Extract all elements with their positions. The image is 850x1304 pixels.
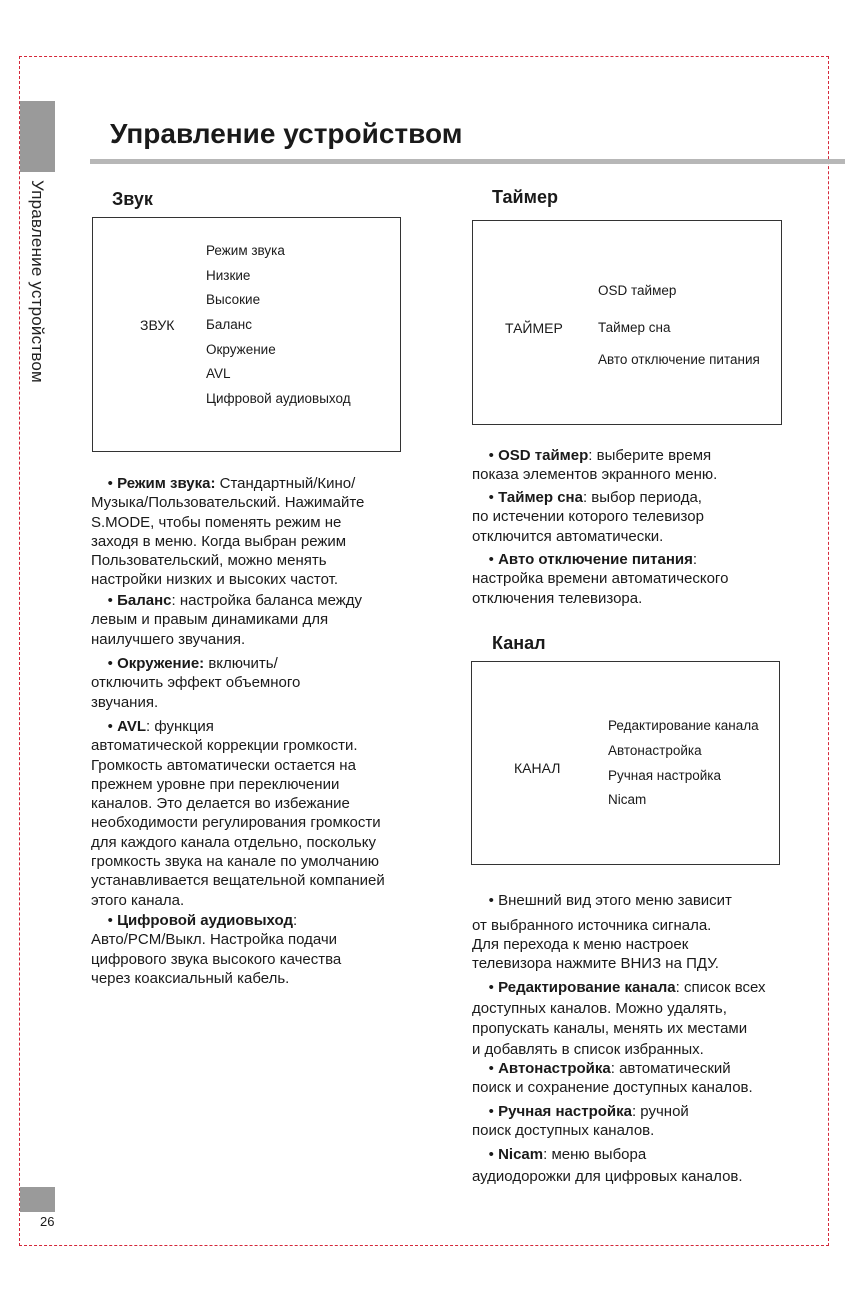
channel-paragraph-edit: • Редактирование канала: список всех доступных каналов. Можно удалять, пропускать каналы, менять их местами и добавлять в список избранных. [472,979,766,1058]
sound-paragraph-balance: • Баланс: настройка баланса между левым и правым динамиками для наилучшего звучания. [91,592,363,648]
timer-heading: Таймер [492,187,558,207]
line: аудиодорожки для цифровых каналов. [472,1168,743,1185]
line: отключить эффект объемного [91,674,301,692]
line: заходя в меню. Когда выбран режим [91,532,347,550]
line: : выберите время [588,447,712,464]
term: Баланс [117,592,172,609]
line: : автоматический [610,1060,731,1077]
line: телевизора нажмите ВНИЗ на ПДУ. [472,955,719,972]
line: наилучшего звучания. [91,630,246,648]
line: от выбранного источника сигнала. [472,917,712,934]
term: Таймер сна [498,489,583,506]
line: : выбор периода, [582,489,702,506]
line: S.MODE, чтобы поменять режим не [91,513,342,531]
line: отключения телевизора. [472,589,643,607]
timer-menu-box [472,220,782,425]
line: прежнем уровне при переключении [91,775,340,793]
line: отключится автоматически. [472,527,664,545]
timer-menu-name: ТАЙМЕР [505,320,563,336]
line: и добавлять в список избранных. [472,1040,704,1058]
line: громкость звука на канале по умолчанию [91,853,380,871]
line: показа элементов экранного меню. [472,466,718,484]
line: поиск доступных каналов. [472,1122,655,1140]
line: включить/ [204,655,278,672]
channel-menu-item: Редактирование канала [608,718,759,733]
line: устанавливается вещательной компанией [91,872,385,890]
channel-menu-box [471,661,780,865]
line: Громкость автоматически остается на [91,756,356,774]
line: пропускать каналы, менять их местами [472,1020,748,1037]
sound-menu-item: Низкие [206,268,251,283]
line: для каждого канала отдельно, поскольку [91,833,376,851]
line: Стандартный/Кино/ [215,475,356,492]
line: Для перехода к меню настроек [472,936,689,953]
sound-paragraph-digital-out: • Цифровой аудиовыход: Авто/PCM/Выкл. Настройка подачи цифрового звука высокого качества через коаксиальный кабель. [91,912,342,987]
channel-paragraph-nicam: • Nicam: меню выбора аудиодорожки для цифровых каналов. [472,1146,743,1185]
sound-menu-item: Окружение [206,342,276,357]
line: : ручной [631,1103,689,1120]
page-number: 26 [40,1214,55,1229]
line: автоматической коррекции громкости. [91,737,358,755]
line: этого канала. [91,891,185,909]
channel-heading: Канал [492,633,546,653]
channel-paragraph-intro: • Внешний вид этого меню зависит от выбранного источника сигнала. Для перехода к меню настроек телевизора нажмите ВНИЗ на ПДУ. [472,892,732,972]
sound-paragraph-avl: • AVL: функция автоматической коррекции громкости. Громкость автоматически остается на прежнем уровне при переключении каналов. Это делается во избежание необходимости регулирования громкости для каждого канала отдельно, поскольку громкость звука на канале по умолчанию устанавливается вещательной компанией этого канала. [91,718,385,909]
sound-menu-item: Высокие [206,292,261,307]
sound-menu-item: Режим звука [206,243,285,258]
timer-paragraph-auto-off: • Авто отключение питания: настройка времени автоматического отключения телевизора. [472,551,729,607]
term: Цифровой аудиовыход [117,912,293,929]
sound-paragraph-surround: • Окружение: включить/ отключить эффект объемного звучания. [91,655,301,711]
channel-menu-item: Автонастройка [608,743,702,758]
term: Автонастройка [498,1060,611,1077]
line: левым и правым динамиками для [91,611,329,629]
side-section-label: Управление устройством [28,180,47,383]
line: звучания. [91,693,159,711]
line: настройки низких и высоких частот. [91,571,338,589]
channel-paragraph-manual-tune: • Ручная настройка: ручной поиск доступных каналов. [472,1103,689,1140]
term: Режим звука: [117,475,216,492]
sound-paragraph-mode: • Режим звука: Стандартный/Кино/ Музыка/Пользовательский. Нажимайте S.MODE, чтобы поменять режим не заходя в меню. Когда выбран режим Пользовательский, можно менять настройки низких и высоких частот. [91,475,365,589]
channel-paragraph-auto-tune: • Автонастройка: автоматический поиск и сохранение доступных каналов. [472,1060,753,1097]
channel-menu-item: Ручная настройка [608,768,721,783]
line: : список всех [675,979,766,996]
timer-paragraph-sleep: • Таймер сна: выбор периода, по истечении которого телевизор отключится автоматически. [472,489,704,545]
title-rule [90,159,845,164]
sound-menu-item: AVL [206,366,231,381]
line: : [293,912,298,929]
sound-heading: Звук [112,189,153,209]
line: цифрового звука высокого качества [91,950,342,968]
timer-paragraph-osd: • OSD таймер: выберите время показа элементов экранного меню. [472,447,718,484]
line: : меню выбора [543,1146,647,1163]
term: Nicam [498,1146,544,1163]
line: через коаксиальный кабель. [91,969,290,987]
line: : функция [145,718,214,735]
line: : [692,551,698,568]
term: Окружение: [117,655,205,672]
sound-menu-item: Цифровой аудиовыход [206,391,351,406]
line: : настройка баланса между [171,592,363,609]
sound-menu-item: Баланс [206,317,252,332]
line: Авто/PCM/Выкл. Настройка подачи [91,931,338,949]
line: доступных каналов. Можно удалять, [472,999,727,1017]
term: Редактирование канала [498,979,676,996]
sound-menu-name: ЗВУК [140,317,175,333]
page-title: Управление устройством [110,118,463,149]
line: Внешний вид этого меню зависит [498,892,732,909]
term: AVL [117,718,146,735]
line: Пользовательский, можно менять [91,552,327,570]
channel-menu-name: КАНАЛ [514,760,561,776]
line: поиск и сохранение доступных каналов. [472,1079,753,1097]
bottom-tab-marker [20,1187,55,1212]
timer-menu-item: Таймер сна [598,320,671,335]
timer-menu-item: Авто отключение питания [598,352,760,367]
term: Авто отключение питания [498,551,693,568]
line: по истечении которого телевизор [472,508,704,526]
line: каналов. Это делается во избежание [91,795,350,813]
side-tab-marker [20,101,55,172]
channel-menu-item: Nicam [608,792,647,807]
line: Музыка/Пользовательский. Нажимайте [91,494,365,512]
timer-menu-item: OSD таймер [598,283,677,298]
line: необходимости регулирования громкости [91,814,381,832]
term: OSD таймер [498,447,589,464]
term: Ручная настройка [498,1103,632,1120]
sound-menu-box [92,217,401,452]
line: настройка времени автоматического [472,570,729,588]
